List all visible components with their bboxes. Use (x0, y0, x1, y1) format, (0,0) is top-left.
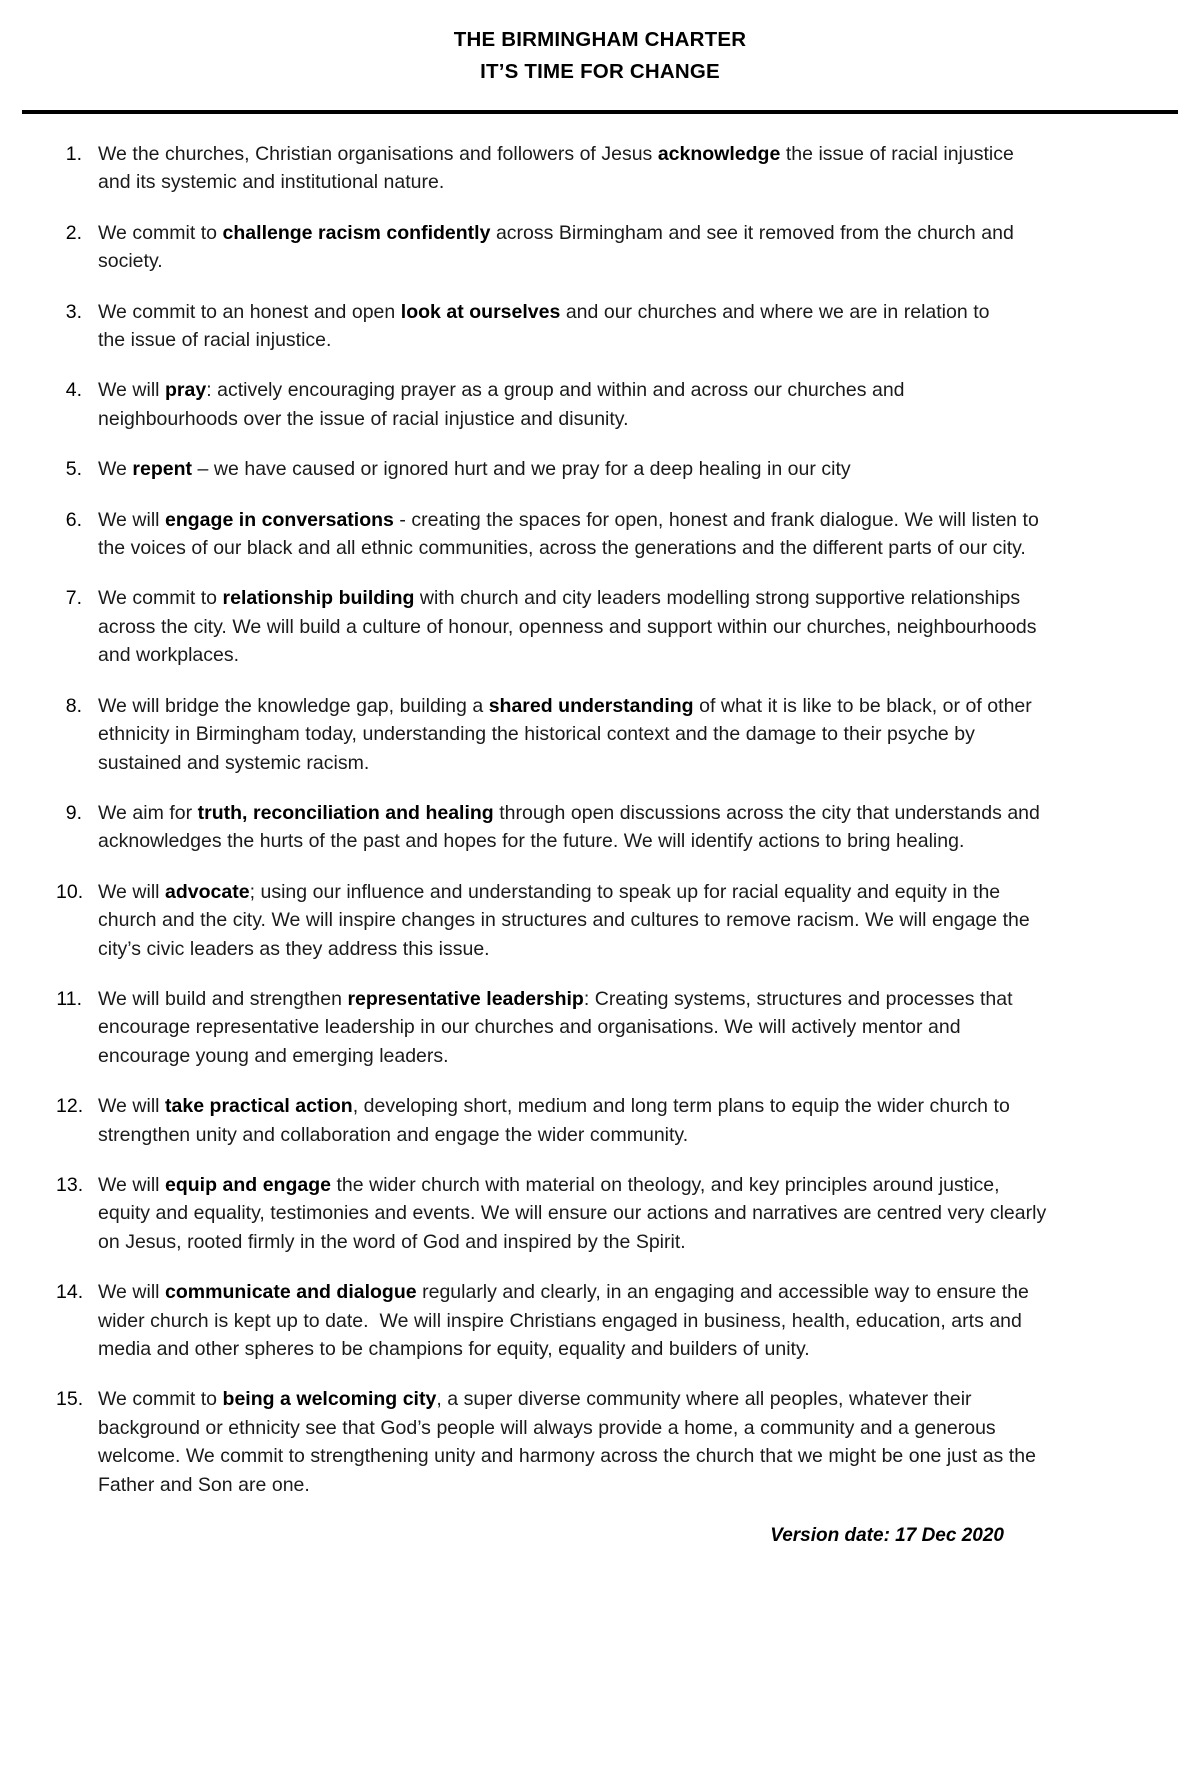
charter-item (0, 140, 1200, 197)
charter-item-text: We will communicate and dialogue regularly and clearly, in an engaging and accessible way to ensure the wider church is kept up to date. We will inspire Christians engaged in business, health, education, arts and media and other spheres to be champions for equity, equality and builders of unity. (98, 1281, 1029, 1360)
charter-item-number: 3. (65, 300, 82, 323)
charter-item-text: We aim for truth, reconciliation and healing through open discussions across the city that understands and acknowledges the hurts of the past and hopes for the future. We will identify actions to bring healing. (98, 801, 1040, 853)
charter-item-number: 14. (56, 1281, 84, 1304)
charter-item (0, 878, 1200, 963)
charter-item-text: We commit to relationship building with church and city leaders modelling strong supportive relationships across the city. We will build a culture of honour, openness and support within our churches, neighbourhoods and workplaces. (98, 587, 1037, 667)
charter-item (0, 799, 1200, 856)
charter-item-number: 8. (65, 694, 82, 717)
charter-item-number: 7. (65, 587, 82, 610)
charter-item-text: We the churches, Christian organisations and followers of Jesus acknowledge the issue of racial injustice and its systemic and institutional nature. (98, 143, 1014, 194)
document-title-subtitle: IT’S TIME FOR CHANGE (480, 60, 720, 83)
charter-item-text: We will pray: actively encouraging prayer as a group and within and across our churches and neighbourhoods over the issue of racial injustice and disunity. (98, 379, 905, 430)
document-title-primary: THE BIRMINGHAM CHARTER (453, 28, 747, 51)
charter-item-text: We repent – we have caused or ignored hurt and we pray for a deep healing in our city (98, 458, 851, 481)
charter-item-text: We will advocate; using our influence and understanding to speak up for racial equality and equity in the church and the city. We will inspire changes in structures and cultures to remove racism. We will engage the city’s civic leaders as they address this issue. (98, 880, 1030, 960)
charter-item-text: We will build and strengthen representative leadership: Creating systems, structures and processes that encourage representative leadership in our churches and organisations. We will actively mentor and encourage young and emerging leaders. (98, 987, 1013, 1067)
charter-item (0, 219, 1200, 276)
charter-item-text: We will engage in conversations - creating the spaces for open, honest and frank dialogue. We will listen to the voices of our black and all ethnic communities, across the generations and the different parts of our city. (98, 508, 1039, 560)
charter-item (0, 1278, 1200, 1363)
charter-item-number: 11. (56, 987, 82, 1010)
charter-item-number: 1. (65, 143, 82, 165)
charter-item (0, 298, 1200, 355)
charter-commitments-list (0, 114, 1200, 1499)
charter-item-number: 5. (65, 458, 82, 481)
charter-item (0, 692, 1200, 777)
charter-item (0, 506, 1200, 563)
charter-item-number: 6. (65, 508, 82, 531)
charter-item-number: 12. (56, 1095, 84, 1118)
charter-item-number: 9. (65, 801, 82, 824)
version-date-footer: Version date: 17 Dec 2020 (770, 1525, 1004, 1547)
charter-item (0, 455, 1200, 483)
charter-item-text: We commit to being a welcoming city, a super diverse community where all peoples, whatever their background or ethnicity see that God’s people will always provide a home, a community and a generous welcome. We commit to strengthening unity and harmony across the church that we might be one just as the Father and Son are one. (98, 1388, 1036, 1496)
charter-item-text: We will bridge the knowledge gap, building a shared understanding of what it is like to be black, or of other ethnicity in Birmingham today, understanding the historical context and the damage to their psyche by sustained and systemic racism. (98, 694, 1032, 774)
charter-item-text: We commit to an honest and open look at ourselves and our churches and where we are in relation to the issue of racial injustice. (98, 300, 990, 352)
charter-item (0, 584, 1200, 669)
charter-item (0, 1385, 1200, 1499)
charter-item-number: 2. (65, 221, 82, 244)
charter-item (0, 376, 1200, 433)
charter-item-number: 13. (56, 1173, 84, 1196)
charter-item-number: 10. (56, 880, 84, 903)
document-header (0, 0, 1200, 88)
charter-item-number: 15. (56, 1388, 84, 1411)
charter-item-text: We will take practical action, developing short, medium and long term plans to equip the wider church to strengthen unity and collaboration and engage the wider community. (98, 1095, 1010, 1146)
charter-item-text: We will equip and engage the wider church with material on theology, and key principles around justice, equity and equality, testimonies and events. We will ensure our actions and narratives are centred very clearly on Jesus, rooted firmly in the word of God and inspired by the Spirit. (98, 1173, 1047, 1253)
charter-item (0, 985, 1200, 1070)
charter-item-number: 4. (65, 379, 82, 402)
charter-item (0, 1092, 1200, 1149)
charter-item (0, 1171, 1200, 1256)
charter-item-text: We commit to challenge racism confidently across Birmingham and see it removed from the church and society. (98, 221, 1014, 273)
